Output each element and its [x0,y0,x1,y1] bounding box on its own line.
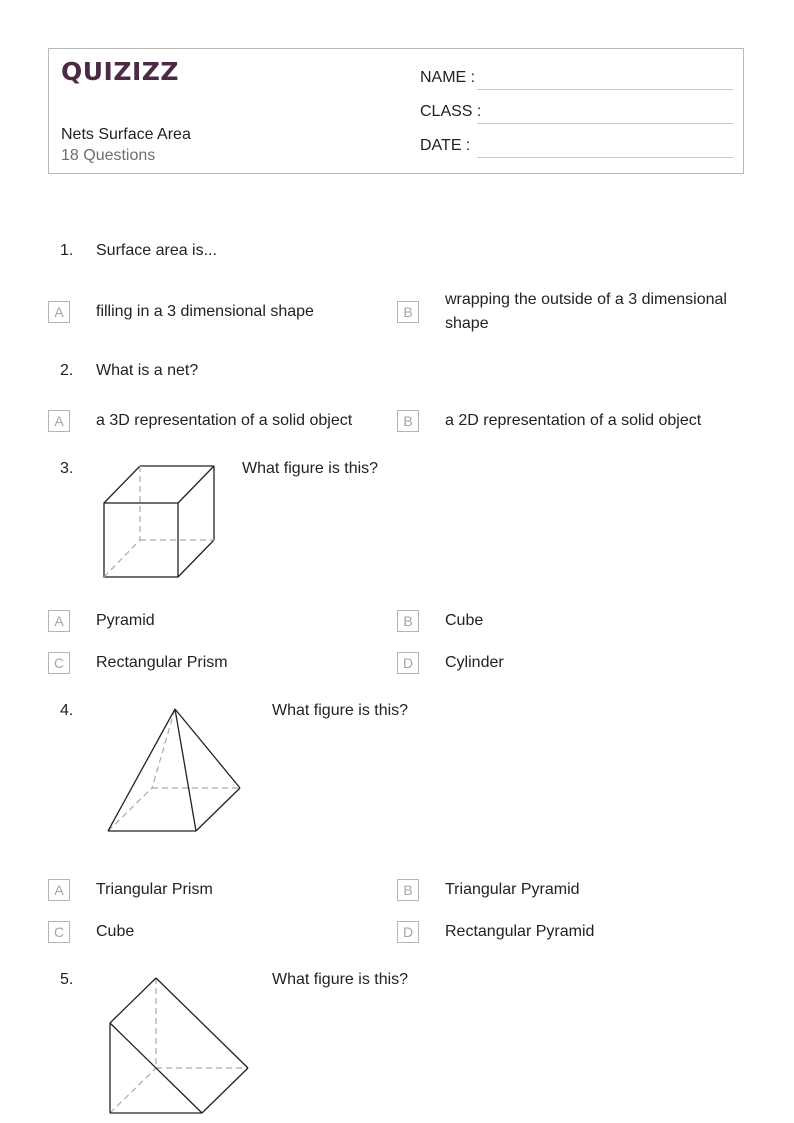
option-badge[interactable]: A [48,879,70,901]
option-badge[interactable]: A [48,610,70,632]
name-label: NAME : [420,69,476,86]
triangular-prism-icon [106,975,252,1117]
option-badge[interactable]: B [397,301,419,323]
option-badge[interactable]: A [48,301,70,323]
date-line[interactable] [477,157,733,158]
cube-icon [100,463,220,583]
question-number: 2. [60,362,74,379]
option-badge[interactable]: D [397,652,419,674]
option-text[interactable]: a 2D representation of a solid object [445,412,702,429]
option-text[interactable]: wrapping the outside of a 3 dimensional shape [445,291,727,332]
option-text[interactable]: Cube [96,923,135,940]
option-text[interactable]: a 3D representation of a solid object [96,412,353,429]
question-number: 3. [60,460,74,477]
date-label: DATE : [420,137,471,154]
option-text[interactable]: Rectangular Pyramid [445,923,595,940]
class-label: CLASS : [420,103,482,120]
option-badge[interactable]: C [48,652,70,674]
question-text: What figure is this? [242,460,379,477]
option-text[interactable]: Cube [445,612,484,629]
option-text[interactable]: Triangular Prism [96,881,213,898]
option-text[interactable]: Pyramid [96,612,155,629]
name-line[interactable] [477,89,733,90]
question-text: Surface area is... [96,242,217,259]
worksheet-title: Nets Surface Area [61,126,191,143]
question-text: What figure is this? [272,702,409,719]
question-number: 1. [60,242,74,259]
square-pyramid-icon [104,706,244,836]
option-text[interactable]: filling in a 3 dimensional shape [96,303,314,320]
option-text[interactable]: Rectangular Prism [96,654,228,671]
option-badge[interactable]: D [397,921,419,943]
question-text: What figure is this? [272,971,409,988]
option-badge[interactable]: C [48,921,70,943]
option-badge[interactable]: B [397,610,419,632]
option-badge[interactable]: B [397,410,419,432]
option-badge[interactable]: B [397,879,419,901]
option-text[interactable]: Triangular Pyramid [445,881,580,898]
class-line[interactable] [477,123,733,124]
worksheet-header [48,48,744,174]
question-count: 18 Questions [61,147,156,164]
question-number: 4. [60,702,74,719]
question-text: What is a net? [96,362,199,379]
quizizz-logo: QUIZIZZ [61,57,180,86]
option-badge[interactable]: A [48,410,70,432]
option-text[interactable]: Cylinder [445,654,504,671]
question-number: 5. [60,971,74,988]
